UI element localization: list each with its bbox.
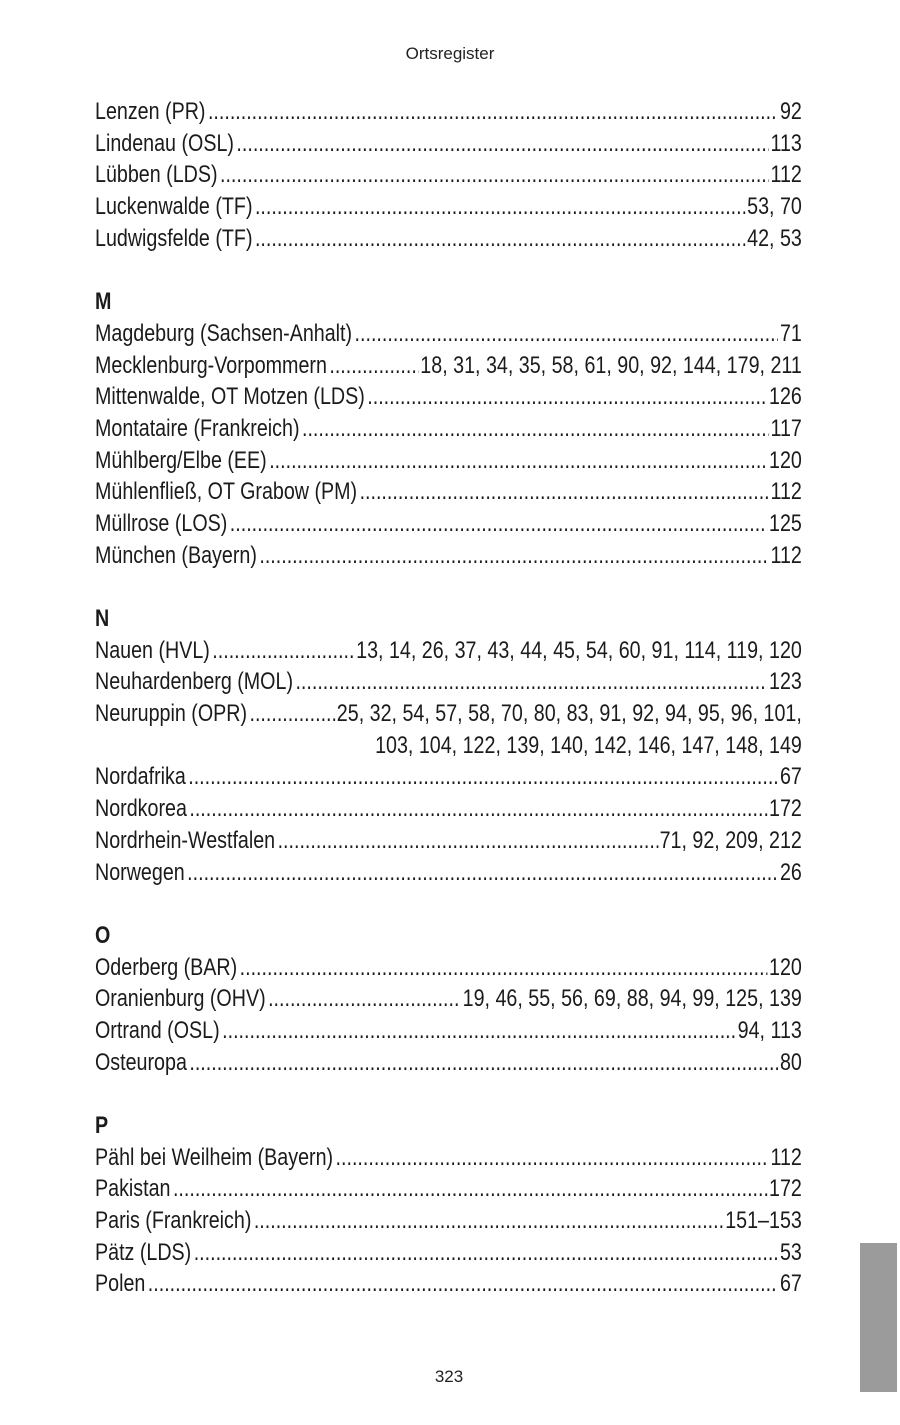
entry-place: Luckenwalde (TF)	[95, 193, 253, 221]
entry-place: Osteuropa	[95, 1048, 187, 1076]
index-entry	[95, 128, 802, 160]
index-entry	[95, 983, 802, 1015]
entry-pages: 125	[769, 509, 802, 537]
entry-pages: 18, 31, 34, 35, 58, 61, 90, 92, 144, 179, 211	[420, 351, 802, 379]
index-entry	[95, 698, 802, 730]
section-letter-heading: N	[95, 605, 110, 632]
index-section-o	[95, 920, 802, 1078]
entry-place: Neuruppin (OPR)	[95, 700, 248, 728]
entry-place: Lenzen (PR)	[95, 98, 206, 125]
entry-place: Montataire (Frankreich)	[95, 414, 300, 442]
entry-place: Mühlberg/Elbe (EE)	[95, 446, 267, 474]
dot-leader	[268, 983, 461, 1015]
entry-place: Nauen (HVL)	[95, 636, 210, 664]
thumb-index-tab	[860, 1243, 897, 1392]
dot-leader	[336, 1142, 769, 1174]
entry-place: Mittenwalde, OT Motzen (LDS)	[95, 383, 365, 411]
entry-place: Mecklenburg-Vorpommern	[95, 351, 327, 379]
dot-leader	[173, 1173, 767, 1205]
dot-leader	[254, 1205, 724, 1237]
dot-leader	[367, 381, 767, 413]
index-entry	[95, 96, 802, 128]
entry-pages: 112	[770, 541, 802, 569]
section-letter-heading: M	[95, 288, 112, 316]
dot-leader	[194, 1237, 779, 1269]
dot-leader	[187, 857, 778, 889]
entry-place: Ludwigsfelde (TF)	[95, 224, 253, 252]
entry-pages: 80	[779, 1048, 802, 1076]
index-entry	[95, 1173, 802, 1205]
index-entry	[95, 1205, 802, 1237]
dot-leader	[255, 223, 746, 255]
entry-place: Oderberg (BAR)	[95, 953, 238, 981]
entry-place: Müllrose (LOS)	[95, 509, 228, 537]
entry-pages: 117	[770, 414, 802, 442]
dot-leader	[148, 1268, 779, 1300]
index-entry	[95, 540, 802, 572]
entry-pages: 53, 70	[747, 193, 802, 221]
index-entry	[95, 508, 802, 540]
dot-leader	[240, 952, 768, 984]
dot-leader	[295, 666, 767, 698]
entry-place: Neuhardenberg (MOL)	[95, 668, 293, 696]
page-number: 323	[434, 1367, 464, 1386]
index-entry	[95, 1015, 802, 1047]
entry-place: Magdeburg (Sachsen-Anhalt)	[95, 319, 353, 347]
entry-pages: 67	[779, 1270, 802, 1298]
entry-pages: 172	[769, 795, 802, 823]
entry-place: Nordkorea	[95, 795, 187, 823]
section-letter-heading: O	[95, 921, 111, 949]
index-entry	[95, 761, 802, 793]
index-section-continued	[95, 96, 802, 254]
index-entry	[95, 857, 802, 889]
entry-pages: 112	[770, 1143, 802, 1171]
dot-leader	[220, 159, 769, 191]
entry-place: Pätz (LDS)	[95, 1238, 192, 1266]
entry-pages: 13, 14, 26, 37, 43, 44, 45, 54, 60, 91, 114, 119, 120	[356, 636, 802, 664]
entry-place: Pähl bei Weilheim (Bayern)	[95, 1143, 334, 1171]
dot-leader	[269, 445, 767, 477]
entry-pages: 172	[769, 1175, 802, 1203]
dot-leader	[255, 191, 746, 223]
running-head: Ortsregister	[405, 44, 495, 63]
dot-leader	[278, 825, 658, 857]
index-entry	[95, 666, 802, 698]
dot-leader	[236, 128, 768, 160]
entry-place: Lindenau (OSL)	[95, 129, 234, 157]
dot-leader	[249, 698, 335, 730]
entry-place: Oranienburg (OHV)	[95, 985, 266, 1013]
entry-place: Paris (Frankreich)	[95, 1207, 252, 1235]
entry-pages: 42, 53	[747, 224, 802, 252]
place-index-list	[95, 96, 802, 1300]
index-entry	[95, 191, 802, 223]
index-entry	[95, 159, 802, 191]
entry-place: Polen	[95, 1270, 146, 1298]
entry-pages: 71	[779, 319, 802, 347]
index-entry	[95, 952, 802, 984]
entry-pages: 120	[769, 446, 802, 474]
entry-place: Norwegen	[95, 858, 185, 886]
entry-pages: 67	[779, 763, 802, 791]
entry-pages: 123	[769, 668, 802, 696]
index-section-p	[95, 1110, 802, 1300]
index-entry	[95, 223, 802, 255]
dot-leader	[360, 476, 769, 508]
entry-pages: 113	[770, 129, 802, 157]
dot-leader	[329, 350, 418, 382]
entry-pages: 71, 92, 209, 212	[659, 826, 802, 854]
entry-pages: 151–153	[725, 1207, 802, 1235]
dot-leader	[230, 508, 768, 540]
index-entry	[95, 476, 802, 508]
dot-leader	[188, 761, 778, 793]
entry-place: München (Bayern)	[95, 541, 257, 569]
dot-leader	[189, 1047, 778, 1079]
entry-place: Lübben (LDS)	[95, 161, 218, 189]
entry-pages: 25, 32, 54, 57, 58, 70, 80, 83, 91, 92, 94, 95, 96, 101,	[336, 700, 802, 728]
entry-pages: 53	[779, 1238, 802, 1266]
entry-place: Mühlenfließ, OT Grabow (PM)	[95, 478, 358, 506]
entry-pages-continued: 103, 104, 122, 139, 140, 142, 146, 147, 148, 149	[375, 731, 802, 759]
index-entry	[95, 413, 802, 445]
entry-pages: 92	[779, 98, 802, 125]
entry-pages: 19, 46, 55, 56, 69, 88, 94, 99, 125, 139	[462, 985, 802, 1013]
entry-pages: 126	[769, 383, 802, 411]
dot-leader	[355, 318, 779, 350]
entry-pages: 112	[770, 478, 802, 506]
dot-leader	[222, 1015, 736, 1047]
index-entry	[95, 381, 802, 413]
index-entry	[95, 318, 802, 350]
index-entry	[95, 1237, 802, 1269]
entry-place: Ortrand (OSL)	[95, 1016, 220, 1044]
dot-leader	[259, 540, 768, 572]
entry-place: Pakistan	[95, 1175, 171, 1203]
entry-pages: 26	[779, 858, 802, 886]
index-section-n	[95, 603, 802, 888]
entry-place: Nordafrika	[95, 763, 186, 791]
entry-pages: 120	[769, 953, 802, 981]
index-entry	[95, 635, 802, 667]
dot-leader	[189, 793, 767, 825]
index-section-m	[95, 286, 802, 571]
index-entry	[95, 793, 802, 825]
dot-leader	[302, 413, 769, 445]
index-entry	[95, 445, 802, 477]
entry-pages: 94, 113	[737, 1016, 802, 1044]
entry-pages: 112	[770, 161, 802, 189]
dot-leader	[212, 635, 354, 667]
index-entry	[95, 1047, 802, 1079]
entry-place: Nordrhein-Westfalen	[95, 826, 276, 854]
index-entry	[95, 350, 802, 382]
index-entry	[95, 825, 802, 857]
index-entry	[95, 1268, 802, 1300]
section-letter-heading: P	[95, 1112, 109, 1139]
index-entry	[95, 1142, 802, 1174]
dot-leader	[208, 96, 778, 128]
